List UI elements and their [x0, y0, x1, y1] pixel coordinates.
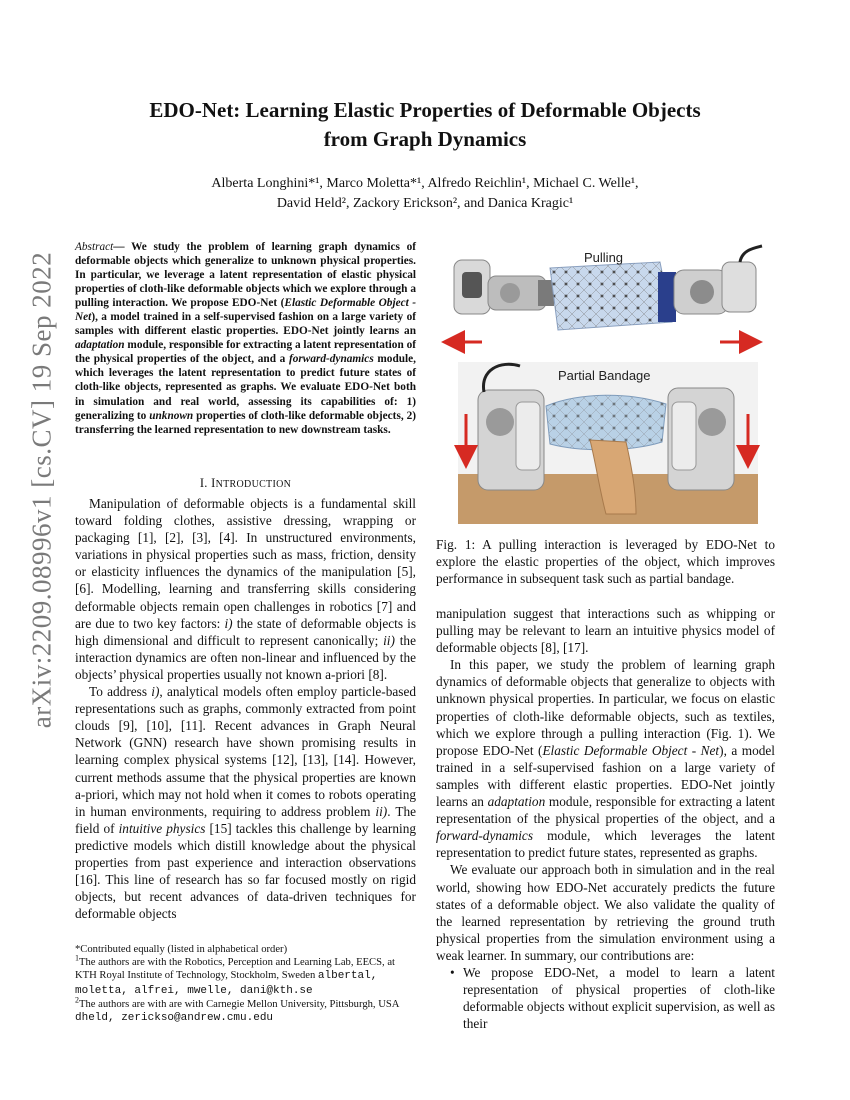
partial-bandage-panel: [458, 362, 758, 524]
text: To address: [89, 684, 152, 700]
text: [15] tackles this challenge by learning predictive models which distill knowledge about the physical properties from past experience and interaction observations [16]. This line of research has so far focused mostly on rigid objects, but recent advances of data-driven techniques for deformable objects: [75, 820, 417, 922]
text: . The field of: [75, 803, 416, 836]
paragraph: [75, 495, 416, 683]
section-title-initial: I: [211, 476, 216, 490]
text: module, which leverages the latent representation to predict future states, represented as graphs.: [436, 828, 775, 861]
abstract-emphasis: unknown: [149, 409, 194, 422]
text: the state of deformable objects is high dimensional and difficult to represent canonically;: [75, 615, 416, 648]
text: We propose EDO-Net, a model to learn a latent representation of physical properties of cloth-like deformable objects without explicit supervision, as well as their: [463, 964, 775, 1032]
author-list: [0, 174, 850, 214]
paragraph: [436, 656, 775, 861]
paragraph: [75, 683, 416, 922]
figure-1-robot-photos: [440, 242, 770, 524]
email-addresses: albertal, moletta, alfrei, mwelle, dani@kth.se: [75, 970, 378, 997]
title-line-1: EDO-Net: Learning Elastic Properties of Deformable Objects: [149, 98, 701, 122]
footnote-equal-contribution: *Contributed equally (listed in alphabetical order): [75, 944, 288, 955]
introduction-right-column: [436, 605, 775, 1032]
abstract-text: module, which leverages the latent representation to predict future states of cloth-like objects, represented as graphs. We evaluate EDO-Net both in simulation and real world, assessing its capabilities of: 1) generalizing to: [75, 353, 416, 422]
text: ), a model trained in a self-supervised fashion on a large variety of samples with different elastic properties. EDO-Net jointly learns an: [436, 742, 775, 810]
figure-1-caption: Fig. 1: A pulling interaction is leveraged by EDO-Net to explore the elastic properties of the object, which improves performance in subsequent task such as partial bandage.: [436, 537, 775, 587]
arxiv-id: arXiv:2209.08996v1 [cs.CV] 19 Sep 2022: [26, 251, 57, 729]
text: The authors are with the Robotics, Perception and Learning Lab, EECS, at KTH Royal Institute of Technology, Stockholm, Sweden: [75, 957, 395, 982]
authors-line-2: David Held², Zackory Erickson², and Danica Kragic¹: [276, 196, 574, 211]
text: The authors are with are with Carnegie Mellon University, Pittsburgh, USA: [79, 998, 399, 1010]
text: , analytical models often employ particle-based representations such as graphs, commonly extracted from point clouds [9], [10], [11]. Recent advances in Graph Neural Network (GNN) research have shown promising results in learning complex physical systems [12], [13], [14]. However, current methods assume that the physical properties are known a-priori, which may not hold when it comes to robots operating in human environments, requiring to address problem: [75, 684, 416, 819]
abstract-emphasis: Elastic Deformable Object - Net: [75, 297, 416, 324]
title-line-2: from Graph Dynamics: [323, 127, 527, 151]
emphasis: ii): [383, 632, 395, 648]
emphasis: i): [151, 684, 160, 700]
section-title-rest: NTRODUCTION: [215, 479, 292, 490]
authors-line-1: Alberta Longhini*¹, Marco Moletta*¹, Alfredo Reichlin¹, Michael C. Welle¹,: [211, 176, 639, 191]
footnote-marker: 2: [75, 995, 79, 1005]
abstract-label: Abstract: [75, 241, 114, 253]
footnotes: [75, 943, 416, 1025]
section-number: I.: [199, 476, 212, 490]
abstract-text: — We study the problem of learning graph dynamics of deformable objects which generalize to unknown physical properties. In particular, we leverage a latent representation of elastic physical properties of cloth-like deformable objects which we explore through a pulling interaction. We propose EDO-Net (: [75, 241, 416, 310]
footnote-marker: 1: [75, 953, 79, 963]
emphasis: ii): [375, 803, 388, 819]
text: the interaction dynamics are often non-linear and influenced by the objects’ physical properties usually not known a-priori [8].: [75, 632, 416, 682]
abstract-emphasis: adaptation: [75, 339, 125, 352]
paragraph: We evaluate our approach both in simulation and in the real world, showing how EDO-Net accurately predicts the future states of a deformable object. We also validate the quality of the learned representation by retrieving the ground truth physical properties from the simulation environment using a weak learner. In summary, our contributions are:: [436, 862, 775, 963]
abstract: [75, 240, 416, 437]
email-addresses: dheld, zerickso@andrew.cmu.edu: [75, 1012, 274, 1025]
figure-label-pulling: Pulling: [584, 250, 624, 265]
contribution-bullet: [436, 964, 775, 1032]
emphasis: i): [224, 615, 233, 631]
paragraph: manipulation suggest that interactions such as whipping or pulling may be relevant to learn an intuitive physics model of deformable objects [8], [17].: [436, 606, 775, 656]
abstract-text: properties of cloth-like deformable objects, 2) transferring the learned representation to new downstream tasks.: [75, 409, 416, 436]
text: module, responsible for extracting a latent representation of the physical properties of the object, and a: [436, 794, 775, 827]
footnote-affiliation-2: [75, 995, 416, 1025]
section-heading-introduction: [75, 476, 416, 491]
footnote-affiliation-1: [75, 953, 416, 998]
right-robot-pair: [668, 388, 734, 490]
text: In this paper, we study the problem of learning graph dynamics of deformable objects that generalize to objects with unknown physical properties. In particular, we focus on elastic properties of cloth-like deformable objects, such as textiles, which we explore through a pulling interaction (Fig. 1). We propose EDO-Net (: [436, 657, 775, 758]
abstract-text: ), a model trained in a self-supervised fashion on a large variety of samples with different elastic properties. EDO-Net jointly learns an: [75, 311, 416, 338]
arxiv-sidebar-stamp: [12, 251, 72, 729]
introduction-left-column: [75, 495, 416, 922]
abstract-text: module, responsible for extracting a latent representation of the physical properties of the object, and a: [75, 339, 416, 366]
paper-title: [0, 96, 850, 154]
emphasis: intuitive physics: [118, 820, 206, 836]
emphasis: adaptation: [487, 794, 546, 810]
figure-label-partial-bandage: Partial Bandage: [558, 368, 651, 383]
text: Manipulation of deformable objects is a fundamental skill toward folding clothes, assistive dressing, wrapping or packaging [1], [2], [3], [4]. In unstructured environments, variations in physical properties such as mass, friction, density or elasticity influences the dynamics of the manipulation [5], [6]. Modelling, learning and transferring skills considering deformable objects remain open challenges in robotics [7] and are due to two key factors:: [75, 496, 416, 631]
emphasis: forward-dynamics: [436, 828, 534, 844]
emphasis: Elastic Deformable Object - Net: [542, 742, 720, 758]
abstract-emphasis: forward-dynamics: [288, 353, 374, 366]
pulling-panel: [440, 242, 770, 354]
bullet-symbol: •: [450, 964, 455, 980]
